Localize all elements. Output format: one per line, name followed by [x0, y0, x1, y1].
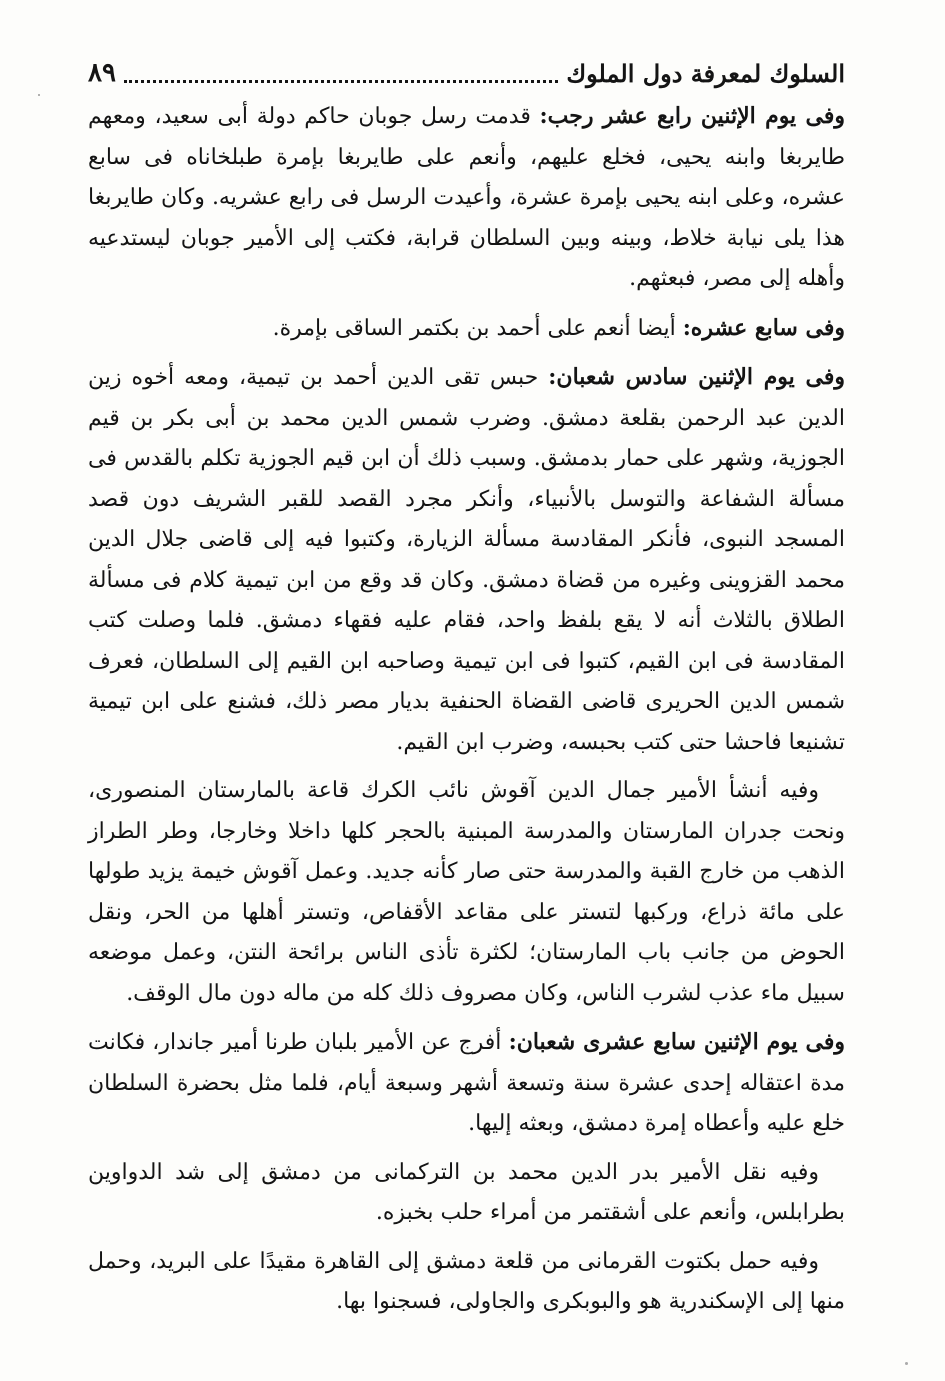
paragraph-text: أفرج عن الأمير بلبان طرنا أمير جاندار، فكانت مدة اعتقاله إحدى عشرة سنة وتسعة أشهر وسبعة أيام، فلما مثل بحضرة السلطان خلع عليه وأعطاه إمرة دمشق، وبعثه إليها. [88, 1030, 845, 1136]
paragraph-lead: وفى يوم الإثنين سادس شعبان: [548, 364, 845, 390]
paragraph-lead: وفى سابع عشره: [682, 314, 845, 341]
dot-leader [124, 64, 558, 83]
paragraph-lead: وفى يوم الإثنين سابع عشرى شعبان: [508, 1029, 846, 1055]
page-body [88, 96, 845, 1366]
paragraph [88, 1022, 845, 1145]
paragraph-lead: وفى يوم الإثنين رابع عشر رجب: [539, 103, 845, 129]
running-header [88, 50, 845, 96]
paragraph [88, 357, 845, 763]
paragraph-text: قدمت رسل جوبان حاكم دولة أبى سعيد، ومعهم طايربغا وابنه يحيى، فخلع عليهم، وأنعم على طايربغا بإمرة طبلخاناه فى سابع عشره، وعلى ابنه يحيى بإمرة عشرة، وأعيدت الرسل فى رابع عشريه. وكان طايربغا هذا يلى نيابة خلاط، وبينه وبين السلطان قرابة، فكتب إلى الأمير جوبان ليستدعيه وأهله إلى مصر، فبعثهم. [88, 104, 845, 291]
paragraph-text: أيضا أنعم على أحمد بن بكتمر الساقى بإمرة. [272, 315, 683, 341]
paragraph-text: وفيه حمل بكتوت القرمانى من قلعة دمشق إلى القاهرة مقيدًا على البريد، وحمل منها إلى الإسكندرية هو والبوبكرى والجاولى، فسجنوا بها. [88, 1248, 845, 1314]
scan-speck [905, 1362, 908, 1365]
paragraph [88, 771, 845, 1014]
paragraph [88, 1242, 845, 1323]
scan-speck [38, 94, 40, 96]
paragraph-text: وفيه نقل الأمير بدر الدين محمد بن التركمانى من دمشق إلى شد الدواوين بطرابلس، وأنعم على أشقتمر من أمراء حلب بخبزه. [88, 1159, 845, 1225]
paragraph [88, 96, 845, 300]
page-number: ٨٩ [88, 58, 116, 88]
paragraph-text: حبس تقى الدين أحمد بن تيمية، ومعه أخوه زين الدين عبد الرحمن بقلعة دمشق. وضرب شمس الدين محمد بن أبى بكر بن قيم الجوزية، وشهر على حمار بدمشق. وسبب ذلك أن ابن قيم الجوزية تكلم بالقدس فى مسألة الشفاعة والتوسل بالأنبياء، وأنكر مجرد القصد للقبر الشريف دون قصد المسجد النبوى، فأنكر المقادسة مسألة الزيارة، وكتبوا فيه إلى قاضى جلال الدين محمد القزوينى وغيره من قضاة دمشق. وكان قد وقع من ابن تيمية كلام فى مسألة الطلاق بالثلاث أنه لا يقع بلفظ واحد، فقام عليه فقهاء دمشق. فلما وصلت كتب المقادسة فى ابن القيم، كتبوا فى ابن تيمية وصاحبه ابن القيم إلى السلطان، فعرف شمس الدين الحريرى قاضى القضاة الحنفية بديار مصر ذلك، فشنع على ابن تيمية تشنيعا فاحشا حتى كتب بحبسه، وضرب ابن القيم. [88, 365, 845, 755]
paragraph-text: وفيه أنشأ الأمير جمال الدين آقوش نائب الكرك قاعة بالمارستان المنصورى، ونحت جدران المارستان والمدرسة المبنية بالحجر كلها داخلا وخارجا، وطر الطراز الذهب من خارج القبة والمدرسة حتى صار كأنه جديد. وعمل آقوش خيمة يزيد طولها على مائة ذراع، وركبها لتستر على مقاعد الأقفاص، وتستر أهلها من الحر، ونقل الحوض من جانب باب المارستان؛ لكثرة تأذى الناس برائحة النتن، وعمل موضعه سبيل ماء عذب لشرب الناس، وكان مصروف ذلك كله من ماله دون مال الوقف. [88, 778, 845, 1006]
paragraph [88, 308, 845, 350]
running-title: السلوك لمعرفة دول الملوك [566, 58, 845, 88]
paragraph [88, 1153, 845, 1234]
